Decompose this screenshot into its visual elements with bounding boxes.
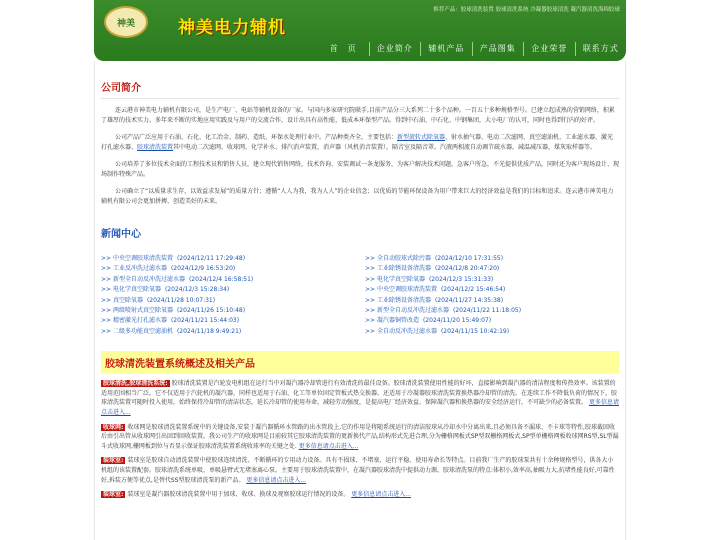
main-content — [94, 61, 626, 540]
news-item[interactable]: >> 全自动反冲洗过滤水器 (2024/11/15 10:42:19) — [365, 327, 510, 335]
product-entry: 装球室: 装球室是胶球自动清洗装置中使胶球连续清洗、不断循环的专用动力设备。具有不损球、不堵塞、运行平稳、使用寿命长等特点。目前我厂生产的胶球泵共有十余种规格型号，供各大小机组的该装置配套。胶球清洗系统单吸、单吸悬臂式无堵塞离心泵。主要用于胶球清洗装置中，在凝汽器胶球清洗中提供动力源。胶球清洗泵的特点:体积小,效率高,抽吸力大,抗堵性能良好,可靠性好,拆装方便等优点,是替代SS型胶球清洗泵的新产品。 更多信息请点击进入... — [101, 457, 615, 484]
news-right-column — [365, 254, 619, 337]
more-link[interactable]: 更多信息请点击进入... — [101, 399, 619, 417]
news-item[interactable]: >> 工业反冲洗过滤水器 (2024/12/9 16:53:20) — [101, 265, 236, 273]
more-link[interactable]: 更多信息请点击进入... — [298, 442, 359, 450]
link-ball-cleaning[interactable]: 胶球清洗装置 — [137, 144, 174, 151]
news-title: 新闻中心 — [101, 229, 141, 240]
nav-company-profile[interactable]: 企业简介 — [369, 42, 421, 56]
news-item[interactable]: >> 凝汽器铜管改造 (2024/11/20 15:49:07) — [365, 317, 492, 325]
intro-paragraph-3: 公司培养了多位技术全面的工程技术员和销售人员，建立现代销售网络，技术咨询、安装调试一条龙服务，为客户解决技术问题，急客户所急，不光提供优质产品，同时还为客户现场设计、现场制作特殊产品。 — [101, 161, 620, 178]
news-item[interactable]: >> 两级喷射式真空除氧器 (2024/11/26 15:10:48) — [101, 307, 246, 315]
news-item[interactable]: >> 真空除氧器 (2024/11/28 10:07:31) — [101, 296, 216, 304]
news-item[interactable]: >> 精密激光打孔滤水器 (2024/11/21 15:44:03) — [101, 317, 240, 325]
nav-product-gallery[interactable]: 产品图集 — [472, 42, 524, 56]
news-item[interactable]: >> 工业除锈设备清洗器 (2024/12/8 20:47:20) — [365, 265, 500, 273]
intro-paragraph-2: 公司产品广泛应用于石油、石化、化工冶金、制药、造纸、环保水处理行业中。产品种类齐全，主要包括：新型旋转式除氧器、射水抽气器、电动二次滤网、真空滤油机、工业滤水器、激光打孔滤水器、胶球清洗装置其中电动二次滤网、收球网、化学补水、排汽消声装置，消声器（风机消音装置），隔音室及隔音罩。汽液两相流自动调节疏水器，减温减压器，煤灰取样器等。 — [101, 134, 614, 151]
entry-tag: 收球网: — [103, 423, 124, 431]
news-item[interactable]: >> 新型全自动反冲洗过滤水器 (2024/11/22 11:18:05) — [365, 307, 522, 315]
entry-tag: 胶球清洗,胶球清洗系统: — [103, 380, 168, 388]
news-item[interactable]: >> 新型全自动反冲洗过滤水器 (2024/12/4 16:58:51) — [101, 275, 254, 283]
main-nav — [318, 42, 626, 56]
news-left-column — [101, 254, 355, 337]
news-item[interactable]: >> 电化学真空除氧器 (2024/12/3 15:31:33) — [365, 275, 494, 283]
news-list — [101, 254, 619, 337]
news-item[interactable]: >> 二级多功能真空滤油机 (2024/11/18 9:49:21) — [101, 327, 242, 335]
company-logo[interactable] — [104, 6, 148, 38]
nav-honors[interactable]: 企业荣誉 — [523, 42, 575, 56]
product-entry: 收球网: 收球网是胶球清洗装置系统中的关键设备,安装于凝汽器循环水管路的出水管段上,它的作用是将随系统运行的清洁胶球从冷却水中分离出来,且必须具备不漏球、不卡球等特性,胶球截回收后由引出管从收球网引出回到回收装置。我公司生产的收球网是目前较其它胶球清洗装置的更新换代产品,结构形式先进合理,分为栅格网板式SP型双栅格网板式,SP型单栅格网板收球网RS型,SL型漏斗式收球网,栅网板到位与否显示保证胶球清洗装置系统收球率的关键之处. 更多信息请点击进入... — [101, 423, 619, 450]
link-deaerator[interactable]: 新型旋转式除氧器 — [397, 134, 446, 141]
more-link[interactable]: 更多信息请点击进入... — [246, 476, 307, 484]
products-title: 胶球清洗装置系统概述及相关产品 — [101, 351, 619, 374]
news-item[interactable]: >> 中央空调胶球清洗装置 (2024/12/11 17:29:48) — [101, 255, 246, 262]
intro-paragraph-1: 连云港市神美电力辅机有限公司，是生产电厂、电站等辅机设备的厂家。与国内多家研究院联手,目前产品分三大系列二十多个品种。一百五十多种规格型号。已建立起成熟的营销网络，积累了雄厚的技术实力。多年来不断的实地应用实践及与用户的交流合作，设计出具有高性能、低成本环保型产品。得到中石油、中石化、中钢集团，大小电厂的认可，同时也得到行内的好评。 — [101, 107, 615, 124]
recommended-products: 推荐产品：胶球清洗装置 胶球清洗系统 冷凝器胶球清洗 凝汽器清洗海绵胶球 — [433, 7, 620, 13]
nav-contact[interactable]: 联系方式 — [575, 42, 627, 56]
brand-name: 神美电力辅机 — [178, 18, 286, 38]
entry-tag: 装球室: — [103, 457, 124, 465]
news-item[interactable]: >> 工业除锈设备清洗器 (2024/11/27 14:35:38) — [365, 296, 504, 304]
product-entry: 装球室: 装球室是凝汽器胶球清洗装置中用于加球、收球、换球及观察胶球运行情况的设备。 更多信息请点击进入... — [103, 491, 411, 499]
intro-title: 公司简介 — [101, 61, 619, 99]
page-wrapper — [94, 0, 626, 540]
nav-home[interactable]: 首 页 — [329, 44, 357, 53]
entry-tag: 装球室: — [103, 491, 124, 499]
news-item[interactable]: >> 全自动胶球式除污器 (2024/12/10 17:31:55) — [365, 255, 504, 262]
news-item[interactable]: >> 中央空调胶球清洗装置 (2024/12/2 15:46:54) — [365, 286, 506, 294]
more-link[interactable]: 更多信息请点击进入... — [351, 491, 411, 499]
intro-paragraph-4: 公司确立了“以质量求生存，以效益求发展”的质量方针；遵循“人人为我，我为人人”的企业信念；以优质的节能环保设备为用户带来巨大的经济效益是我们的目标和追求。连云港市神美电力辅机有限公司会更加拼搏、创造美好的未来。 — [101, 188, 614, 205]
logo-text: 神美 — [116, 18, 135, 29]
product-entry: 胶球清洗,胶球清洗系统: 胶球清洗装置是汽轮发电机组在运行当中对凝汽器冷却管进行有效清洗的最佳设备。胶球清洗装置使用性能的好坏，直接影响到凝汽器的清洁程度和传热效率。该装置的适用范围相当广泛，它不仅适用于汽轮机的凝汽器，同样也适用于石油、化工等单位固定管板式热交换器。还适用于冷凝器胶球清洗装置换热器冷却管的清洗。在连续工作不降低负荷的情况下，胶球清洗装置可随时投入使用，始终保持冷却管的清洁状态，延长冷却管的使用寿命，减轻劳动强度，是提高电厂经济效益、保障凝汽器和换热器的安全经济运行，不可缺少的必备装置。 更多信息请点击进入... — [101, 380, 619, 417]
site-header — [94, 0, 626, 61]
nav-products[interactable]: 辅机产品 — [420, 42, 472, 56]
news-item[interactable]: >> 电化学真空除氧器 (2024/12/3 15:28:34) — [101, 286, 230, 294]
